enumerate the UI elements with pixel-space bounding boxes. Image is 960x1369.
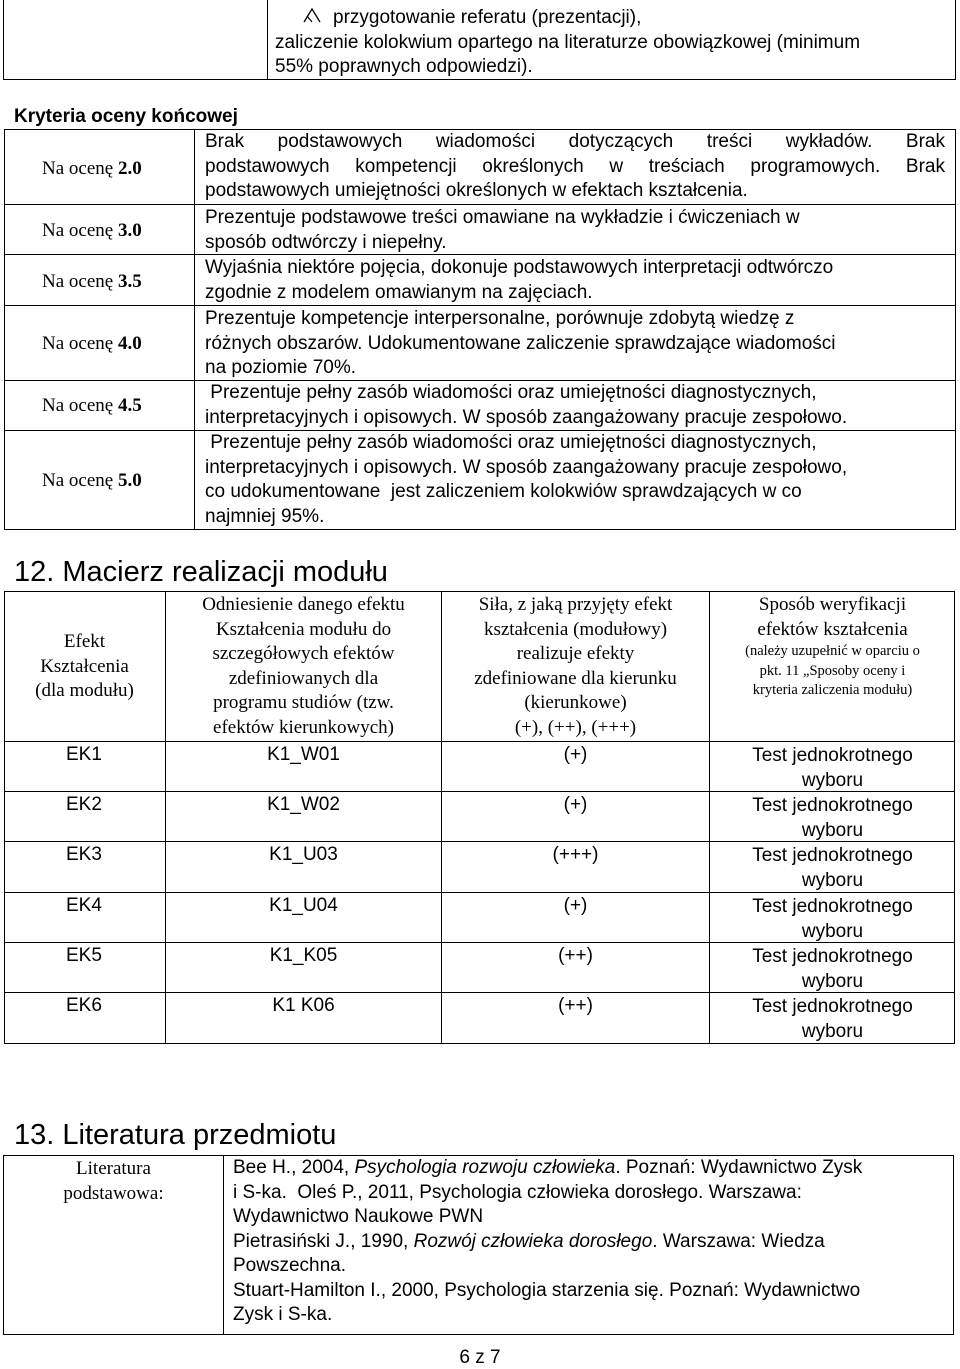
sposob-cell: Test jednokrotnego wyboru xyxy=(752,996,913,1042)
bullet-icon xyxy=(303,6,325,31)
matrix-header-efekt: Efekt Kształcenia (dla modułu) xyxy=(35,631,134,701)
section-12-title: 12. Macierz realizacji modułu xyxy=(14,556,388,588)
ref-cell: K1_W01 xyxy=(267,744,340,765)
grade-label-5-0: Na ocenę 5.0 xyxy=(42,470,142,491)
sposob-cell: Test jednokrotnego wyboru xyxy=(752,896,913,942)
ref-cell: K1_K05 xyxy=(269,945,338,966)
ek-cell: EK6 xyxy=(66,995,102,1016)
literature-entry-cont: Powszechna. xyxy=(233,1255,347,1276)
literature-entry: Bee H., 2004, Psychologia rozwoju człowieka. Poznań: Wydawnictwo Zysk xyxy=(233,1157,863,1178)
table-row xyxy=(4,742,165,792)
literature-label: Literatura podstawowa: xyxy=(63,1158,164,1204)
literature-entry-cont: i S-ka. Oleś P., 2011, Psychologia człowieka dorosłego. Warszawa: xyxy=(233,1181,802,1203)
kryteria-row-divider xyxy=(4,254,956,255)
sila-cell: (+) xyxy=(563,744,588,765)
sposob-cell: Test jednokrotnego wyboru xyxy=(752,745,913,791)
literature-entry-cont: Wydawnictwo Naukowe PWN xyxy=(233,1206,484,1227)
ek-cell: EK2 xyxy=(66,794,102,815)
ref-cell: K1_U03 xyxy=(269,844,338,865)
kryteria-row-divider xyxy=(4,430,956,431)
grade-label-4-5: Na ocenę 4.5 xyxy=(42,395,142,416)
literature-entry: Stuart-Hamilton I., 2000, Psychologia starzenia się. Poznań: Wydawnictwo xyxy=(233,1279,861,1301)
kryteria-left-border xyxy=(4,130,5,529)
grade-label-2-0: Na ocenę 2.0 xyxy=(42,158,142,179)
kryteria-right-border xyxy=(955,130,956,529)
top-text xyxy=(275,6,945,80)
grade-label-4-0: Na ocenę 4.0 xyxy=(42,333,142,354)
kryteria-row-divider xyxy=(4,305,956,306)
page-number: 6 z 7 xyxy=(459,1347,501,1368)
criterion-3-5: Wyjaśnia niektóre pojęcia, dokonuje podstawowych interpretacji odtwórczo zgodnie z modelem omawianym na zajęciach. xyxy=(205,257,834,303)
sila-cell: (+) xyxy=(563,895,588,916)
criterion-4-5: Prezentuje pełny zasób wiadomości oraz umiejętności diagnostycznych, interpretacyjnych i opisowych. W sposób zaangażowany pracuje zespołowo. xyxy=(205,382,848,428)
kryteria-row-divider xyxy=(4,380,956,381)
matrix-header-sila: Siła, z jaką przyjęty efekt kształcenia (modułowy) realizuje efekty zdefiniowane dla kierunku (kierunkowe) (+), (++), (+++) xyxy=(474,594,677,738)
criterion-3-0: Prezentuje podstawowe treści omawiane na wykładzie i ćwiczeniach w sposób odtwórczy i niepełny. xyxy=(205,207,800,253)
criterion-5-0: Prezentuje pełny zasób wiadomości oraz umiejętności diagnostycznych, interpretacyjnych i opisowych. W sposób zaangażowany pracuje zespołowo, co udokumentowane jest zaliczeniem kolokwiów sprawdzających w co najmniej 95%. xyxy=(205,432,848,527)
top-line-1: przygotowanie referatu (prezentacji), xyxy=(333,7,642,28)
ref-cell: K1_W02 xyxy=(267,794,340,815)
kryteria-col-divider xyxy=(194,130,195,529)
sposob-cell: Test jednokrotnego wyboru xyxy=(752,845,913,891)
kryteria-title: Kryteria oceny końcowej xyxy=(14,106,238,127)
sila-cell: (++) xyxy=(558,945,593,966)
matrix-header-sposob: Sposób weryfikacji efektów kształcenia (należy uzupełnić w oparciu o pkt. 11 „Sposoby oceny i kryteria zaliczenia modułu) xyxy=(745,594,920,698)
grade-label-3-0: Na ocenę 3.0 xyxy=(42,220,142,241)
ref-cell: K1_U04 xyxy=(269,895,338,916)
ek-cell: EK3 xyxy=(66,844,102,865)
ref-cell: K1 K06 xyxy=(272,995,335,1016)
literature-entry: Pietrasiński J., 1990, Rozwój człowieka dorosłego. Warszawa: Wiedza xyxy=(233,1230,825,1252)
kryteria-top-border xyxy=(4,129,956,130)
sposob-cell: Test jednokrotnego wyboru xyxy=(752,946,913,992)
ek-cell: EK1 xyxy=(66,744,102,765)
top-line-2: zaliczenie kolokwium opartego na literaturze obowiązkowej (minimum xyxy=(275,31,861,53)
top-box-divider xyxy=(267,0,268,79)
top-line-3: 55% poprawnych odpowiedzi). xyxy=(275,56,533,77)
section-13-title: 13. Literatura przedmiotu xyxy=(14,1119,337,1151)
literature-list xyxy=(233,1156,953,1328)
matrix-header-odniesienie: Odniesienie danego efektu Kształcenia modułu do szczegółowych efektów zdefiniowanych dla programu studiów (tzw. efektów kierunkowych) xyxy=(202,594,405,738)
ek-cell: EK4 xyxy=(66,895,102,916)
literature-col-divider xyxy=(223,1155,224,1335)
grade-label-3-5: Na ocenę 3.5 xyxy=(42,271,142,292)
kryteria-row-divider xyxy=(4,204,956,205)
sila-cell: (+) xyxy=(563,794,588,815)
criterion-2-0: Brak podstawowych wiadomości dotyczących treści wykładów. Brak podstawowych kompetencji określonych w treściach programowych. Brak podstawowych umiejętności określonych w efektach kształcenia. xyxy=(205,131,945,201)
sposob-cell: Test jednokrotnego wyboru xyxy=(752,795,913,841)
ek-cell: EK5 xyxy=(66,945,102,966)
criterion-4-0: Prezentuje kompetencje interpersonalne, porównuje zdobytą wiedzę z różnych obszarów. Udokumentowane zaliczenie sprawdzające wiadomości na poziomie 70%. xyxy=(205,308,836,378)
sila-cell: (++) xyxy=(558,995,593,1016)
sila-cell: (+++) xyxy=(552,844,599,865)
kryteria-bottom-border xyxy=(4,529,956,530)
literature-entry-cont: Zysk i S-ka. xyxy=(233,1304,333,1325)
